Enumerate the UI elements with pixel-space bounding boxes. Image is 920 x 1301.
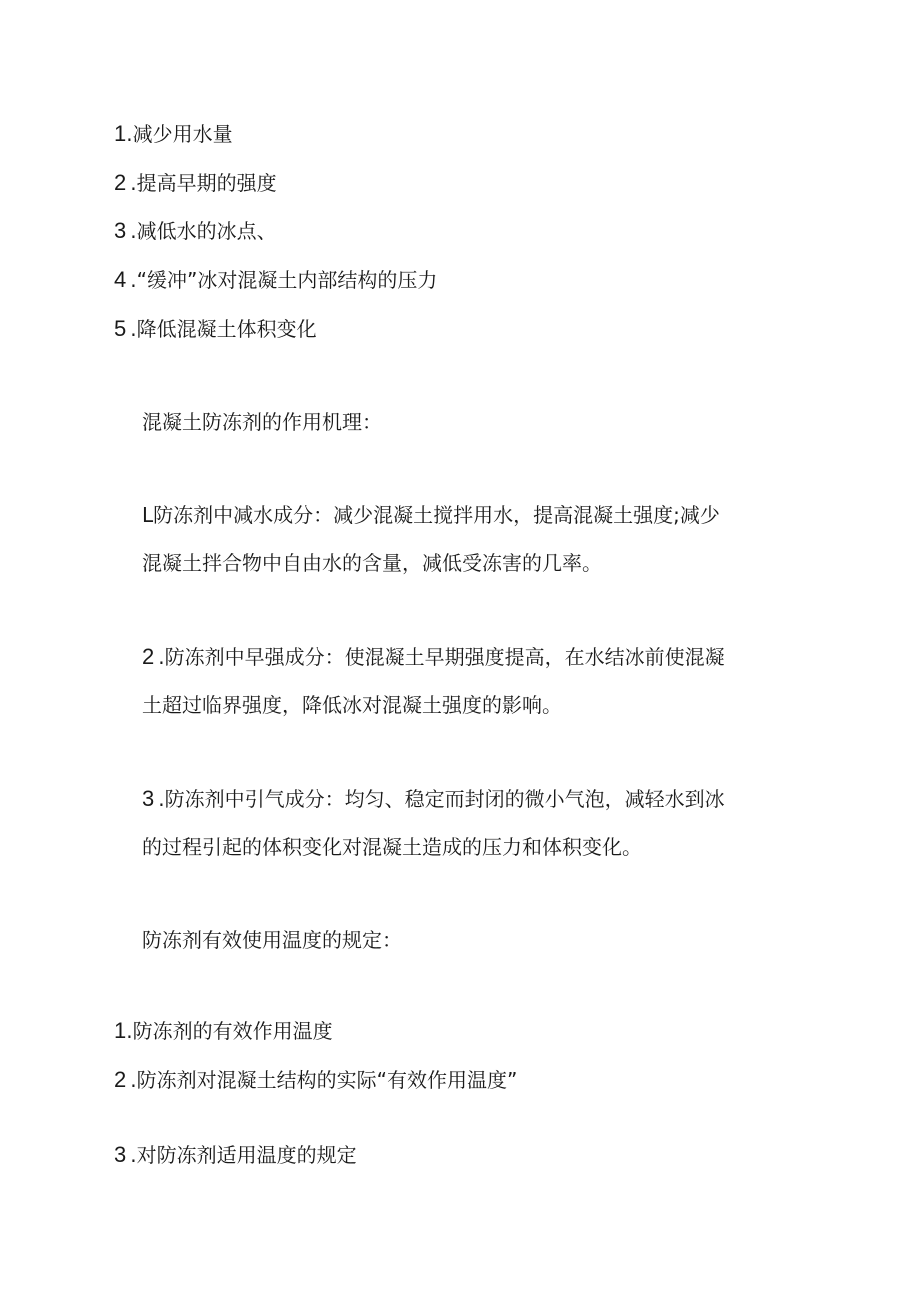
paragraph-line [142,786,725,812]
list-item [114,121,233,147]
list-text: .“缓冲”冰对混凝土内部结构的压力 [130,268,438,292]
list-number: 1 [114,1018,127,1043]
list-text: .减低水的冰点、 [130,219,277,243]
paragraph-text: .防冻剂中早强成分：使混凝土早期强度提高，在水结冰前使混凝 [158,645,725,669]
list-item [114,1018,333,1044]
list-text: .防冻剂的有效作用温度 [126,1019,333,1043]
paragraph-line [142,644,725,670]
list-number: 2 [114,170,127,195]
list-number: 1 [114,121,127,146]
list-number: 2 [114,1067,127,1092]
list-item [114,170,277,196]
list-item [114,218,277,244]
paragraph-line: 混凝土拌合物中自由水的含量，减低受冻害的几率。 [142,551,602,575]
list-item [114,1142,357,1168]
list-number: 3 [114,218,127,243]
list-text: .减少用水量 [126,122,233,146]
paragraph-line: L防冻剂中减水成分：减少混凝土搅拌用水，提高混凝土强度;减少 [142,503,720,527]
list-item [114,267,437,293]
paragraph-number: 3 [142,786,155,811]
list-text: .对防冻剂适用温度的规定 [130,1143,357,1167]
list-number: 5 [114,316,127,341]
list-text: .降低混凝土体积变化 [130,317,317,341]
list-text: .防冻剂对混凝土结构的实际“有效作用温度” [130,1068,518,1092]
list-text: .提高早期的强度 [130,171,277,195]
paragraph-text: .防冻剂中引气成分：均匀、稳定而封闭的微小气泡，减轻水到冰 [158,787,725,811]
list-item [114,316,317,342]
paragraph-number: 2 [142,644,155,669]
paragraph-line: 土超过临界强度，降低冰对混凝土强度的影响。 [142,693,562,717]
list-number: 3 [114,1142,127,1167]
section-heading: 混凝土防冻剂的作用机理： [142,410,382,434]
paragraph-line: 的过程引起的体积变化对混凝土造成的压力和体积变化。 [142,835,642,859]
list-item [114,1067,517,1093]
list-number: 4 [114,267,127,292]
section-heading: 防冻剂有效使用温度的规定： [142,928,402,952]
